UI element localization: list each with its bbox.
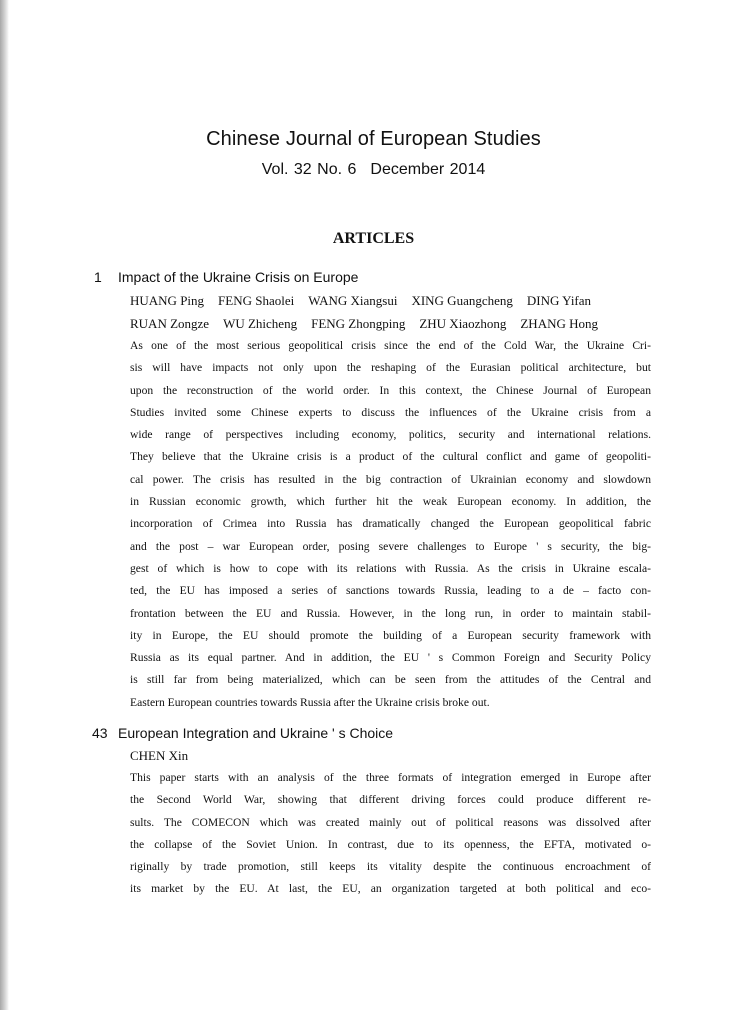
article-abstract: [130, 335, 651, 714]
abstract-line: is still far from being materialized, which can be seen from the attitudes of the Central and: [130, 673, 651, 687]
abstract-line: Eastern European countries towards Russia after the Ukraine crisis broke out.: [130, 695, 490, 709]
article-page-number: 43: [92, 725, 108, 741]
abstract-line: and the post – war European order, posing severe challenges to Europe ' s security, the big-: [130, 539, 651, 553]
author: ZHU Xiaozhong: [419, 316, 507, 331]
abstract-line: in Russian economic growth, which further hit the weak European economy. In addition, the: [130, 495, 651, 509]
author-line: [130, 293, 605, 309]
abstract-line: its market by the EU. At last, the EU, an organization targeted at both political and eco-: [130, 882, 651, 896]
author: CHEN Xin: [130, 748, 189, 763]
abstract-line: Studies invited some Chinese experts to discuss the influences of the Ukraine crisis from a: [130, 405, 651, 419]
abstract-line: This paper starts with an analysis of the three formats of integration emerged in Europe after: [130, 771, 651, 784]
author-line: [130, 748, 202, 764]
article-page-number: 1: [94, 269, 102, 285]
abstract-line: frontation between the EU and Russia. However, in the long run, in order to maintain stabil-: [130, 606, 651, 620]
author: FENG Zhongping: [311, 316, 406, 331]
abstract-line: As one of the most serious geopolitical crisis since the end of the Cold War, the Ukraine Cri-: [130, 339, 651, 352]
abstract-line: wide range of perspectives including economy, politics, security and international relations.: [130, 428, 651, 442]
article-title[interactable]: European Integration and Ukraine ' s Choice: [118, 725, 394, 741]
author: WU Zhicheng: [223, 316, 298, 331]
journal-date: December 2014: [370, 161, 486, 178]
abstract-line: They believe that the Ukraine crisis is a product of the cultural conflict and game of geopoliti-: [130, 450, 651, 464]
journal-issue: [0, 161, 747, 179]
author: RUAN Zongze: [130, 316, 210, 331]
abstract-line: ity in Europe, the EU should promote the building of a European security framework with: [130, 628, 651, 642]
abstract-line: ted, the EU has imposed a series of sanctions towards Russia, leading to a de – facto con-: [130, 584, 651, 598]
abstract-line: the collapse of the Soviet Union. In contrast, due to its openness, the EFTA, motivated o-: [130, 837, 651, 851]
author-line: [130, 316, 612, 332]
author: HUANG Ping: [130, 293, 205, 308]
abstract-line: the Second World War, showing that different driving forces could produce different re-: [130, 793, 651, 807]
article-title[interactable]: Impact of the Ukraine Crisis on Europe: [118, 269, 359, 285]
abstract-line: incorporation of Crimea into Russia has dramatically changed the European geopolitical fabric: [130, 517, 651, 531]
author: XING Guangcheng: [411, 293, 513, 308]
abstract-line: sis will have impacts not only upon the reshaping of the Eurasian political architecture, but: [130, 361, 651, 375]
journal-title: Chinese Journal of European Studies: [206, 128, 541, 150]
author: FENG Shaolei: [218, 293, 295, 308]
section-heading: ARTICLES: [332, 230, 415, 247]
journal-volume: Vol. 32 No. 6: [261, 161, 357, 178]
abstract-line: gest of which is how to cope with its relations with Russia. As the crisis in Ukraine escala-: [130, 561, 651, 575]
article-abstract: [130, 767, 651, 901]
author: WANG Xiangsui: [308, 293, 398, 308]
abstract-line: riginally by trade promotion, still keeps its vitality despite the continuous encroachment of: [130, 860, 651, 874]
author: ZHANG Hong: [520, 316, 598, 331]
abstract-line: sults. The COMECON which was created mainly out of political reasons was dissolved after: [130, 815, 651, 829]
abstract-line: Russia as its equal partner. And in addition, the EU ' s Common Foreign and Security Policy: [130, 651, 651, 665]
abstract-line: cal power. The crisis has resulted in the big contraction of Ukrainian economy and slowdown: [130, 472, 651, 486]
abstract-line: upon the reconstruction of the world order. In this context, the Chinese Journal of European: [130, 383, 651, 397]
author: DING Yifan: [526, 293, 592, 308]
